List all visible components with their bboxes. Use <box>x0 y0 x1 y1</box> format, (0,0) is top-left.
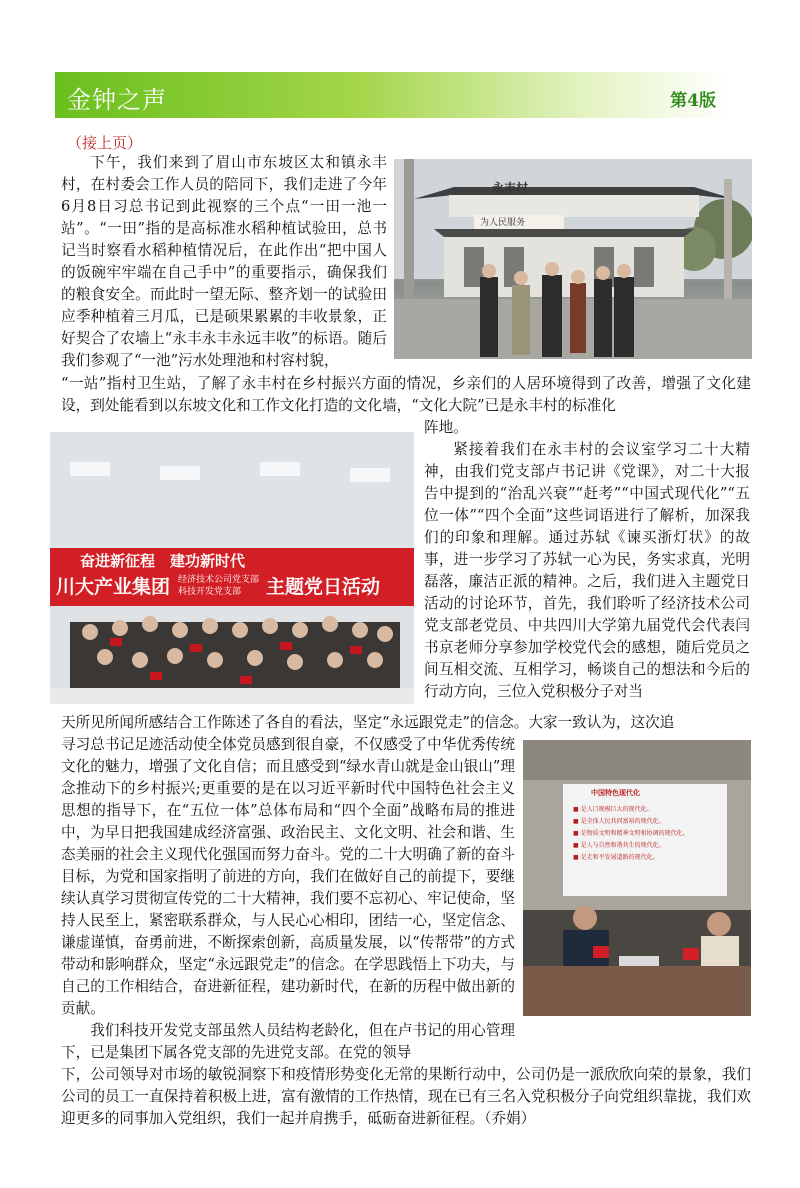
village-photo <box>394 159 752 359</box>
slide <box>565 788 725 894</box>
section-header <box>55 72 732 118</box>
paragraph-1-top: 下午，我们来到了眉山市东坡区太和镇永丰村，在村委会工作人员的陪同下，我们走进了今年6月8日习总书记到此视察的三个点“一田一池一站”。“一田”指的是高标准水稻种植试验田，总书记当时察看水稻种植情况后，在此作出“把中国人的饭碗牢牢端在自己手中”的重要指示，确保我们的粮食安全。而此时一望无际、整齐划一的试验田应季种植着三月瓜，已是硕果累累的丰收景象，正好契合了农墙上“永丰永丰永远丰收”的标语。随后我们参观了“一池”污水处理池和村容村貌， <box>61 154 387 369</box>
group-photo <box>50 432 414 704</box>
slide-title: 中国特色现代化 <box>591 788 640 797</box>
banner-org-mid-b: 科技开发党支部 <box>178 587 242 597</box>
slide-item: ■ 是物质文明和精神文明相协调的现代化。 <box>573 830 689 837</box>
slide-item: ■ 是走和平发展道路的现代化。 <box>573 854 659 861</box>
banner-org-mid-a: 经济技术公司党支部 <box>178 575 260 585</box>
paragraph-3-left: 我们科技开发党支部虽然人员结构老龄化，但在卢书记的用心管理下，已是集团下属各党支部的先进党支部。在党的领导 <box>61 1022 515 1061</box>
banner-org-left: 川大产业集团 <box>56 576 171 598</box>
hall-sign: 为人民服务 <box>480 218 526 228</box>
paragraph-1-end: 阵地。 <box>424 419 468 436</box>
slide-item: ■ 是人与自然和谐共生的现代化。 <box>573 842 665 849</box>
paragraph-1-full: “一站”指村卫生站，了解了永丰村在乡村振兴方面的情况，乡亲们的人居环境得到了改善，增强了文化建设，到处能看到以东坡文化和工作文化打造的文化墙，“文化大院”已是永丰村的标准化 <box>61 375 751 414</box>
page-number: 第4版 <box>670 91 716 111</box>
section-title: 金钟之声 <box>67 86 167 114</box>
banner-org-right: 主题党日活动 <box>266 576 381 598</box>
slide-items <box>573 804 725 864</box>
slide-item: ■ 是人口规模巨大的现代化。 <box>573 806 653 813</box>
lecture-photo <box>523 740 751 1016</box>
banner-line-1: 奋进新征程 建功新时代 <box>80 552 246 570</box>
continuation-note: （接上页） <box>67 134 143 152</box>
paragraph-2-left: 寻习总书记足迹活动使全体党员感到很自豪，不仅感受了中华优秀传统文化的魅力，增强了文化自信；而且感受到“绿水青山就是金山银山”理念推动下的乡村振兴;更重要的是在以习近平新时代中国特色社会主义思想的指导下，在“五位一体”总体布局和“四个全面”战略布局的推进中，为早日把我国建成经济富强、政治民主、文化文明、社会和谐、生态美丽的社会主义现代化强国而努力奋斗。党的二十大明确了新的奋斗目标，为党和国家指明了前进的方向，我们在做好自己的前提下，要继续认真学习贯彻宣传党的二十大精神，我们要不忘初心、牢记使命，坚持人民至上，紧密联系群众，与人民心心相印，团结一心，坚定信念、谦虚谨慎，奋勇前进，不断探索创新，高质量发展，以“传帮带”的方式带动和影响群众，坚定“永远跟党走”的信念。在学思践悟上下功夫，与自己的工作相结合，奋进新征程，建功新时代，在新的历程中做出新的贡献。 <box>61 736 515 1017</box>
village-sign: 永丰村 <box>492 181 529 195</box>
paragraph-2-full: 天所见所闻所感结合工作陈述了各自的看法，坚定“永远跟党走”的信念。大家一致认为，这次追 <box>61 714 675 731</box>
paragraph-2-right: 紧接着我们在永丰村的会议室学习二十大精神，由我们党支部卢书记讲《党课》，对二十大报告中提到的“治乱兴衰”“赶考”“中国式现代化”“五位一体”“四个全面”这些词语进行了解析，加深我们的印象和理解。通过苏轼《谏买浙灯状》的故事，进一步学习了苏轼一心为民，务实求真，光明磊落，廉洁正派的精神。之后，我们进入主题党日活动的讨论环节，首先，我们聆听了经济技术公司党支部老党员、中共四川大学第九届党代会代表闫书京老师分享参加学校党代会的感想，随后党员之间互相交流、互相学习，畅谈自己的想法和今后的行动方向，三位入党积极分子对当 <box>424 441 750 700</box>
paragraph-3-full: 下，公司领导对市场的敏锐洞察下和疫情形势变化无常的果断行动中，公司仍是一派欣欣向荣的景象，我们公司的员工一直保持着积极上进，富有激情的工作热情，现在已有三名入党积极分子向党组织靠拢，我们欢迎更多的同事加入党组织，我们一起并肩携手，砥砺奋进新征程。（乔娟） <box>61 1066 751 1127</box>
slide-item: ■ 是全体人民共同富裕的现代化。 <box>573 818 665 825</box>
